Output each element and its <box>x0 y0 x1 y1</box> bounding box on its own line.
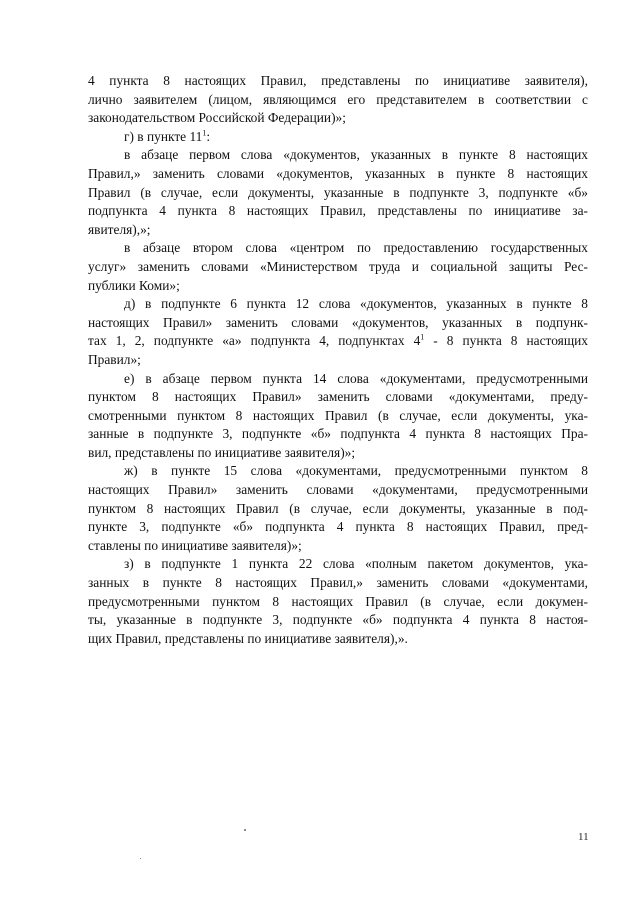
text-line: явителя),»; <box>88 221 151 237</box>
text-line: занные в подпункте 3, подпункте «б» подпункта 4 пункта 8 настоящих Пра- <box>88 426 588 442</box>
text-line: вил, представлены по инициативе заявителя)»; <box>88 444 356 460</box>
text-line: Правил,» заменить словами «документов, указанных в пункте 8 настоящих <box>88 165 588 181</box>
text-line: смотренными пунктом 8 настоящих Правил (в случае, если документы, ука- <box>88 407 588 423</box>
text-line: настоящих Правил» заменить словами «документов, указанных в подпунк- <box>88 314 588 330</box>
text-line: з) в подпункте 1 пункта 22 слова «полным пакетом документов, ука- <box>124 556 588 572</box>
scan-speck <box>140 858 141 859</box>
text-line: услуг» заменить словами «Министерством труда и социальной защиты Рес- <box>88 258 588 274</box>
text-line: тах 1, 2, подпункте «а» подпункта 4, подпунктах $4^1 - 8$ пункта 8 настоящих <box>88 332 588 349</box>
text-line: занных в пункте 8 настоящих Правил,» заменить словами «документами, <box>88 575 588 591</box>
text-line: пунктом 8 настоящих Правил» заменить словами «документами, преду- <box>88 389 588 405</box>
text-line: г) в пункте $11^1$: <box>124 128 211 144</box>
document-body <box>88 72 588 648</box>
text-line: публики Коми»; <box>88 277 180 293</box>
text-line: д) в подпункте 6 пункта 12 слова «документов, указанных в пункте 8 <box>124 296 588 312</box>
page-number: 11 <box>578 831 589 843</box>
text-line: пунктом 8 настоящих Правил (в случае, если документы, указанные в под- <box>88 500 588 516</box>
text-line: настоящих Правил» заменить словами «документами, предусмотренными <box>88 482 588 498</box>
text-line: в абзаце первом слова «документов, указанных в пункте 8 настоящих <box>124 147 588 163</box>
text-line: законодательством Российской Федерации)»; <box>88 110 346 126</box>
text-line: ставлены по инициативе заявителя)»; <box>88 537 302 553</box>
text-line: лично заявителем (лицом, являющимся его представителем в соответствии с <box>88 91 588 107</box>
text-line: ты, указанные в подпункте 3, подпункте «б» подпункта 4 пункта 8 настоя- <box>88 612 588 628</box>
text-line: предусмотренными пунктом 8 настоящих Правил (в случае, если докумен- <box>88 593 588 609</box>
text-line: в абзаце втором слова «центром по предоставлению государственных <box>124 240 588 256</box>
text-line: Правил (в случае, если документы, указанные в подпункте 3, подпункте «б» <box>88 184 588 200</box>
superscript: 1 <box>420 332 425 342</box>
text-line: 4 пункта 8 настоящих Правил, представлены по инициативе заявителя), <box>88 73 588 88</box>
scan-speck <box>244 829 246 831</box>
text-line: е) в абзаце первом пункта 14 слова «документами, предусмотренными <box>124 370 588 386</box>
text-line: ж) в пункте 15 слова «документами, предусмотренными пунктом 8 <box>124 463 588 479</box>
text-line: щих Правил, представлены по инициативе заявителя),». <box>88 630 408 646</box>
text-line: подпункта 4 пункта 8 настоящих Правил, представлены по инициативе за- <box>88 203 588 219</box>
superscript: 1 <box>202 128 207 138</box>
text-line: Правил»; <box>88 351 141 367</box>
text-line: пункте 3, подпункте «б» подпункта 4 пункта 8 настоящих Правил, пред- <box>88 519 588 535</box>
